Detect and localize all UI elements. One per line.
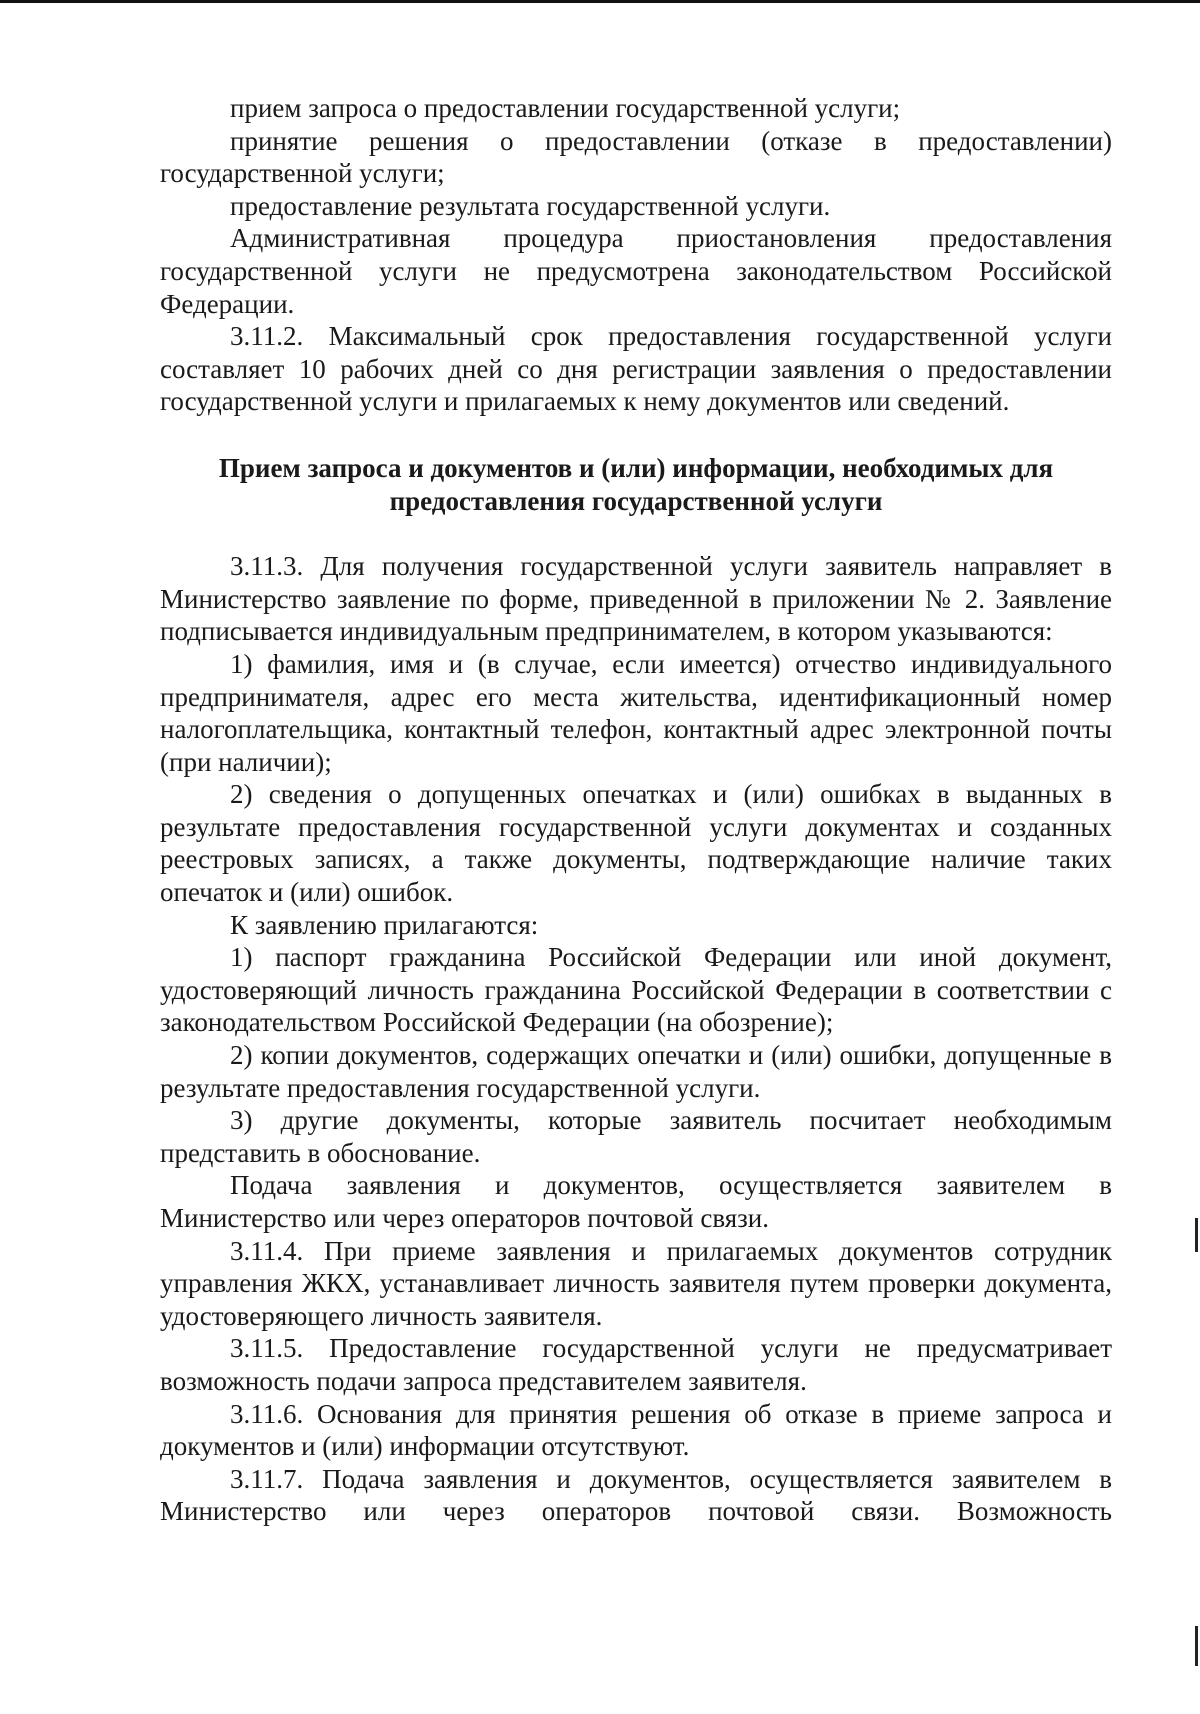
- paragraph: 3.11.7. Подача заявления и документов, осуществляется заявителем в Министерство или через операторов почтовой связи. Возможность: [160, 1463, 1112, 1527]
- list-item: 1) фамилия, имя и (в случае, если имеется) отчество индивидуального предпринимателя, адрес его места жительства, идентификационный номер налогоплательщика, контактный телефон, контактный адрес электронной почты (при наличии);: [160, 648, 1112, 777]
- scan-edge-mark: [1195, 1626, 1198, 1666]
- paragraph: Подача заявления и документов, осуществляется заявителем в Министерство или через операторов почтовой связи.: [160, 1170, 1112, 1233]
- paragraph: 3.11.4. При приеме заявления и прилагаемых документов сотрудник управления ЖКХ, устанавливает личность заявителя путем проверки документа, удостоверяющего личность заявителя.: [160, 1235, 1112, 1331]
- paragraph: Административная процедура приостановления предоставления государственной услуги не предусмотрена законодательством Российской Федерации.: [160, 223, 1112, 319]
- paragraph: принятие решения о предоставлении (отказе в предоставлении) государственной услуги;: [160, 125, 1112, 189]
- scan-edge-mark: [1195, 1218, 1198, 1252]
- paragraph: К заявлению прилагаются:: [230, 909, 539, 940]
- paragraph: 3.11.2. Максимальный срок предоставления государственной услуги составляет 10 рабочих дней со дня регистрации заявления о предоставлении государственной услуги и прилагаемых к нему документов или сведений.: [160, 321, 1112, 417]
- paragraph: 3.11.6. Основания для принятия решения об отказе в приеме запроса и документов и (или) информации отсутствуют.: [160, 1398, 1112, 1462]
- section-heading: Прием запроса и документов и (или) информации, необходимых для предоставления государственной услуги: [218, 452, 1054, 516]
- document-body: [160, 92, 1112, 1528]
- list-item: 2) сведения о допущенных опечатках и (или) ошибках в выданных в результате предоставления государственной услуги документах и созданных реестровых записях, а также документы, подтверждающие наличие таких опечаток и (или) ошибок.: [160, 779, 1112, 908]
- paragraph: предоставление результата государственной услуги.: [230, 190, 831, 221]
- paragraph: 3.11.5. Предоставление государственной услуги не предусматривает возможность подачи запроса представителем заявителя.: [160, 1333, 1112, 1396]
- paragraph: 3.11.3. Для получения государственной услуги заявитель направляет в Министерство заявление по форме, приведенной в приложении № 2. Заявление подписывается индивидуальным предпринимателем, в котором указываются:: [160, 551, 1112, 647]
- list-item: 3) другие документы, которые заявитель посчитает необходимым представить в обоснование.: [160, 1105, 1112, 1168]
- scan-top-border: [0, 0, 1200, 3]
- paragraph: прием запроса о предоставлении государственной услуги;: [230, 93, 901, 123]
- list-item: 2) копии документов, содержащих опечатки и (или) ошибки, допущенные в результате предоставления государственной услуги.: [160, 1040, 1112, 1103]
- list-item: 1) паспорт гражданина Российской Федерации или иной документ, удостоверяющий личность гражданина Российской Федерации в соответствии с законодательством Российской Федерации (на обозрение);: [160, 942, 1112, 1038]
